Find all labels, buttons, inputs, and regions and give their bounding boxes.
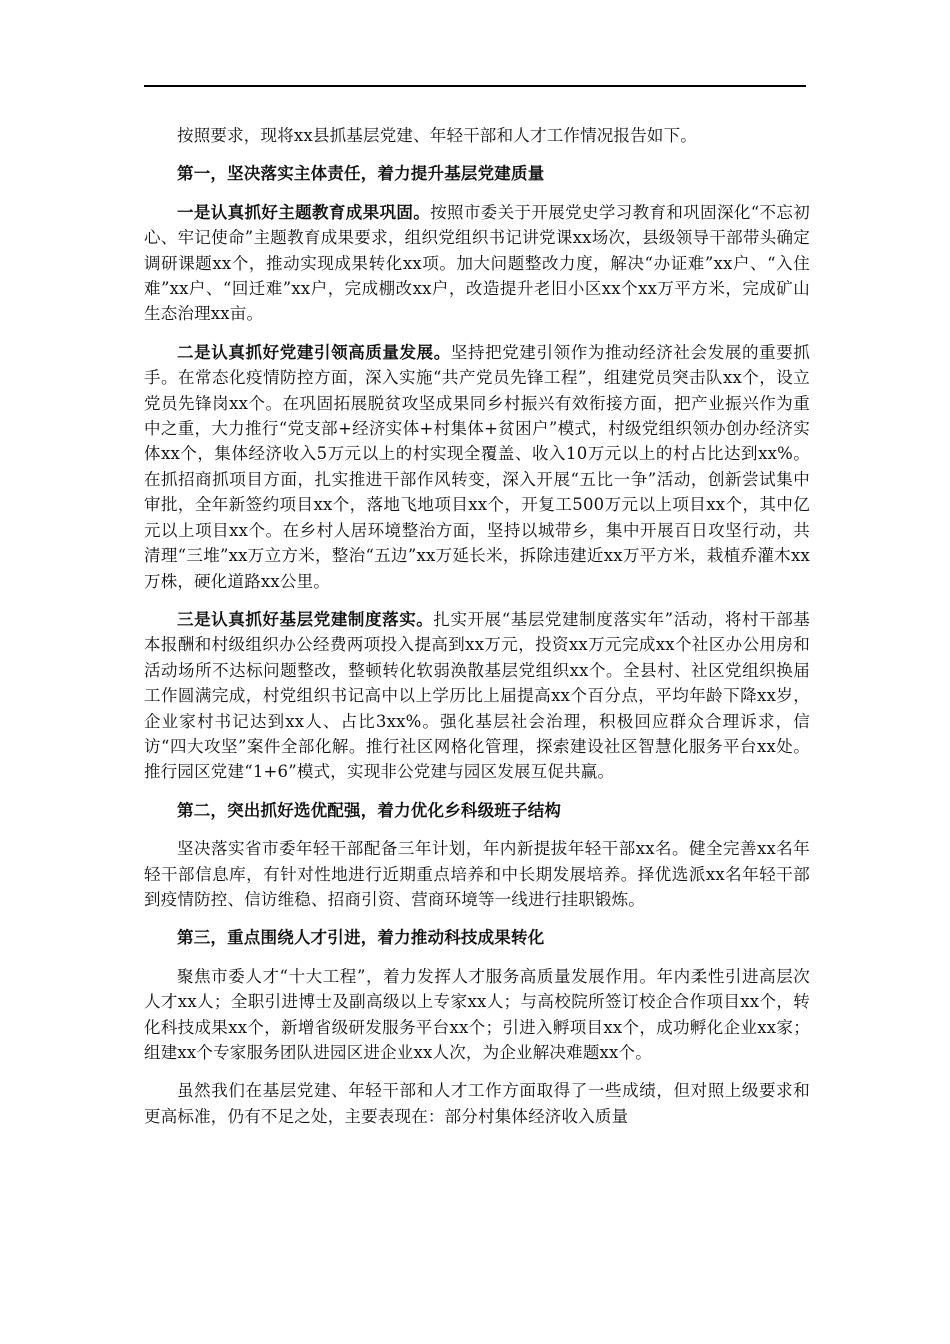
- section-3-heading: 第三，重点围绕人才引进，着力推动科技成果转化: [177, 928, 545, 948]
- intro-paragraph: 按照要求，现将xx县抓基层党建、年轻干部和人才工作情况报告如下。: [177, 126, 698, 145]
- paragraph-lead: 一是认真抓好主题教育成果巩固。: [177, 202, 431, 222]
- section-2-paragraph-1: 坚决落实省市委年轻干部配备三年计划，年内新提拔年轻干部xx名。健全完善xx名年轻干部信息库，有针对性地进行近期重点培养和中长期发展培养。择优选派xx名年轻干部到疫情防控、信访维稳、招商引资、营商环境等一线进行挂职锻炼。: [144, 839, 810, 909]
- closing-paragraph: 虽然我们在基层党建、年轻干部和人才工作方面取得了一些成绩，但对照上级要求和更高标准，仍有不足之处，主要表现在：部分村集体经济收入质量: [144, 1081, 810, 1126]
- section-3-paragraph-1: 聚焦市委人才“十大工程”，着力发挥人才服务高质量发展作用。年内柔性引进高层次人才xx人；全职引进博士及副高级以上专家xx人；与高校院所签订校企合作项目xx个，转化科技成果xx个，新增省级研发服务平台xx个；引进入孵项目xx个，成功孵化企业xx家；组建xx个专家服务团队进园区进企业xx人次，为企业解决难题xx个。: [144, 966, 810, 1062]
- section-2-heading: 第二，突出抓好选优配强，着力优化乡科级班子结构: [177, 800, 562, 820]
- paragraph-text: 坚持把党建引领作为推动经济社会发展的重要抓手。在常态化疫情防控方面，深入实施“共产党员先锋工程”，组建党员突击队xx个，设立党员先锋岗xx个。在巩固拓展脱贫攻坚成果同乡村振兴有效衔接方面，把产业振兴作为重中之重，大力推行“党支部+经济实体+村集体+贫困户”模式，村级党组织领办创办经济实体xx个，集体经济收入5万元以上的村实现全覆盖、收入10万元以上的村占比达到xx%。在抓招商抓项目方面，扎实推进干部作风转变，深入开展“五比一争”活动，创新尝试集中审批，全年新签约项目xx个，落地飞地项目xx个，开复工500万元以上项目xx个，其中亿元以上项目xx个。在乡村人居环境整治方面，坚持以城带乡，集中开展百日攻坚行动，共清理“三堆”xx万立方米，整治“五边”xx万延长米，拆除违建近xx万平方米，栽植乔灌木xx万株，硬化道路xx公里。: [144, 342, 811, 591]
- paragraph-lead: 三是认真抓好基层党建制度落实。: [177, 609, 434, 629]
- paragraph-text: 扎实开展“基层党建制度落实年”活动，将村干部基本报酬和村级组织办公经费两项投入提高到xx万元，投资xx万元完成xx个社区办公用房和活动场所不达标问题整改，整顿转化软弱涣散基层党组织xx个。全县村、社区党组织换届工作圆满完成，村党组织书记高中以上学历比上届提高xx个百分点，平均年龄下降xx岁，企业家村书记达到xx人、占比3xx%。强化基层社会治理，积极回应群众合理诉求，信访“四大攻坚”案件全部化解。推行社区网格化管理，探索建设社区智慧化服务平台xx处。推行园区党建“1+6”模式，实现非公党建与园区发展互促共赢。: [144, 609, 810, 782]
- paragraph-text: 按照市委关于开展党史学习教育和巩固深化“不忘初心、牢记使命”主题教育成果要求，组织党组织书记讲党课xx场次，县级领导干部带头确定调研课题xx个，推动实现成果转化xx项。加大问题整改力度，解决“办证难”xx户、“入住难”xx户、“回迁难”xx户，完成棚改xx户，改造提升老旧小区xx个xx万平方米，完成矿山生态治理xx亩。: [144, 202, 810, 324]
- document-body: [144, 123, 810, 1142]
- header-rule: [144, 85, 806, 87]
- paragraph-lead: 二是认真抓好党建引领高质量发展。: [177, 342, 451, 362]
- section-1-paragraph-3: [144, 607, 810, 785]
- section-1-heading: 第一，坚决落实主体责任，着力提升基层党建质量: [177, 164, 545, 184]
- section-1-paragraph-2: [144, 340, 810, 594]
- section-1-paragraph-1: [144, 200, 810, 327]
